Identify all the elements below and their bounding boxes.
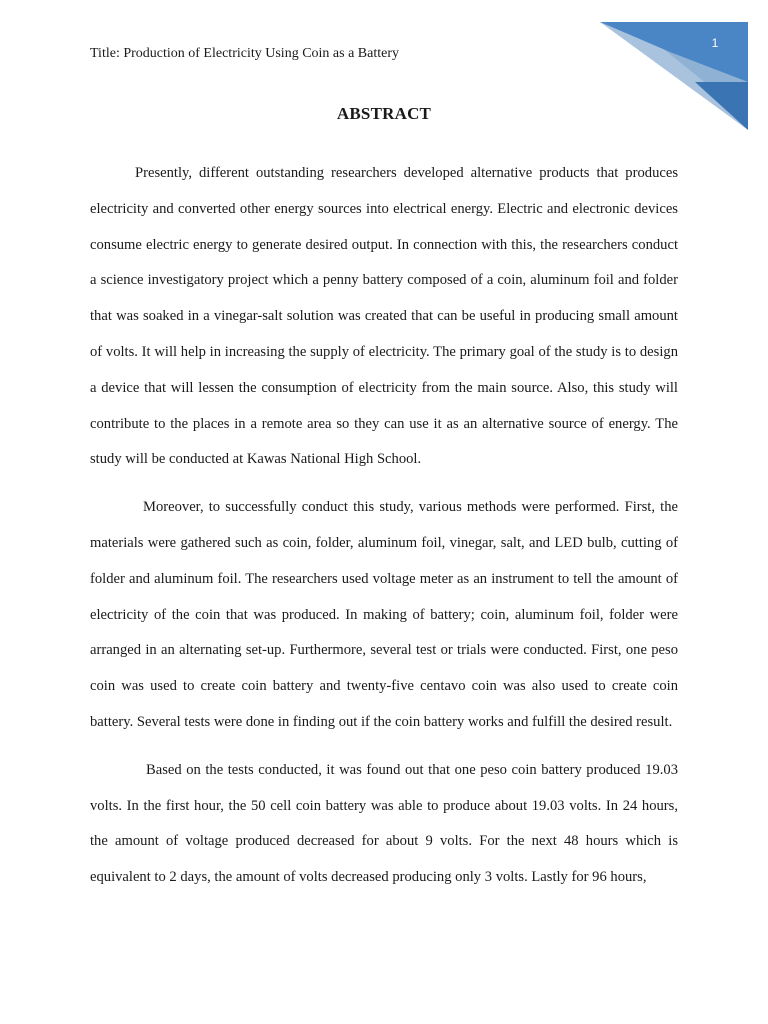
page-number: 1 (711, 36, 719, 50)
abstract-heading: ABSTRACT (336, 104, 432, 124)
header-title: Title: Production of Electricity Using Coin as a Battery (90, 46, 399, 61)
abstract-paragraph-2: Moreover, to successfully conduct this study, various methods were performed. First, the materials were gathered such as coin, folder, aluminum foil, vinegar, salt, and LED bulb, cutting of folder and aluminum foil. The researchers used voltage meter as an instrument to tell the amount of electricity of the coin that was produced. In making of battery; coin, aluminum foil, folder were arranged in an alternating set-up. Furthermore, several test or trials were conducted. First, one peso coin was used to create coin battery and twenty-five centavo coin was also used to create coin battery. Several tests were done in finding out if the coin battery works and fulfill the desired result. (90, 499, 678, 730)
abstract-paragraph-3: Based on the tests conducted, it was found out that one peso coin battery produced 19.03 volts. In the first hour, the 50 cell coin battery was able to produce about 19.03 volts. In 24 hours, the amount of voltage produced decreased for about 9 volts. For the next 48 hours which is equivalent to 2 days, the amount of volts decreased producing only 3 volts. Lastly for 96 hours, (90, 761, 678, 886)
abstract-paragraph-1: Presently, different outstanding researchers developed alternative products that produces electricity and converted other energy sources into electrical energy. Electric and electronic devices consume electric energy to generate desired output. In connection with this, the researchers conduct a science investigatory project which a penny battery composed of a coin, aluminum foil and folder that was soaked in a vinegar-salt solution was created that can be useful in producing small amount of volts. It will help in increasing the supply of electricity. The primary goal of the study is to design a device that will lessen the consumption of electricity from the main source. Also, this study will contribute to the places in a remote area so they can use it as an alternative source of energy. The study will be conducted at Kawas National High School. (90, 165, 678, 468)
abstract-body (90, 156, 678, 896)
